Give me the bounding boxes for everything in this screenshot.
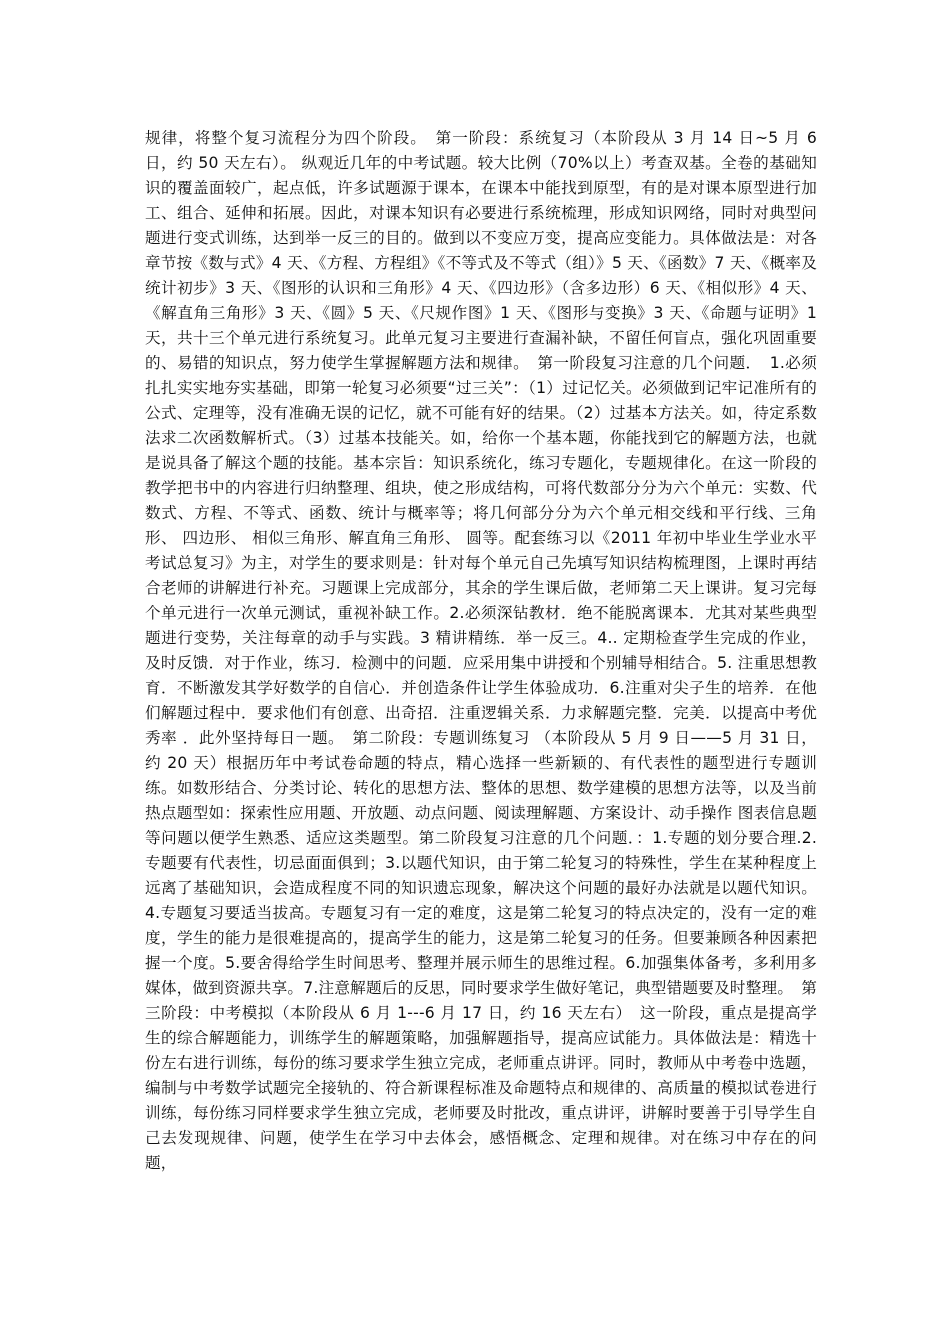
- body-paragraph: 规律，将整个复习流程分为四个阶段。 第一阶段：系统复习（本阶段从 3 月 14 日~5 月 6 日，约 50 天左右）。 纵观近几年的中考试题。较大比例（70%以上）考查双基。全卷的基础知识的覆盖面较广，起点低，许多试题源于课本，在课本中能找到原型，有的是对课本原型进行加工、组合、延伸和拓展。因此，对课本知识有必要进行系统梳理，形成知识网络，同时对典型问题进行变式训练，达到举一反三的目的。做到以不变应万变，提高应变能力。具体做法是：对各章节按《数与式》4 天、《方程、方程组》《不等式及不等式（组）》5 天、《函数》7 天、《概率及统计初步》3 天、《图形的认识和三角形》4 天、《四边形》（含多边形）6 天、《相似形》4 天、《解直角三角形》3 天、《圆》5 天、《尺规作图》1 天、《图形与变换》3 天、《命题与证明》1 天，共十三个单元进行系统复习。此单元复习主要进行查漏补缺，不留任何盲点，强化巩固重要的、易错的知识点，努力使学生掌握解题方法和规律。 第一阶段复习注意的几个问题． 1.必须扎扎实实地夯实基础，即第一轮复习必须要“过三关”：（1）过记忆关。必须做到记牢记准所有的公式、定理等，没有准确无误的记忆，就不可能有好的结果。（2）过基本方法关。如，待定系数法求二次函数解析式。（3）过基本技能关。如，给你一个基本题，你能找到它的解题方法，也就是说具备了解这个题的技能。基本宗旨：知识系统化，练习专题化，专题规律化。在这一阶段的教学把书中的内容进行归纳整理、组块，使之形成结构，可将代数部分分为六个单元：实数、代数式、方程、不等式、函数、统计与概率等；将几何部分分为六个单元相交线和平行线、三角形、 四边形、 相似三角形、解直角三角形、 圆等。配套练习以《2011 年初中毕业生学业水平考试总复习》为主，对学生的要求则是：针对每个单元自己先填写知识结构梳理图，上课时再结合老师的讲解进行补充。习题课上完成部分，其余的学生课后做，老师第二天上课讲。复习完每个单元进行一次单元测试，重视补缺工作。2.必须深钻教材．绝不能脱离课本．尤其对某些典型题进行变势，关注每章的动手与实践。3 精讲精练．举一反三。4.. 定期检查学生完成的作业，及时反馈．对于作业，练习．检测中的问题．应采用集中讲授和个别辅导相结合。5. 注重思想教育．不断激发其学好数学的自信心．并创造条件让学生体验成功．6.注重对尖子生的培养．在他们解题过程中．要求他们有创意、出奇招．注重逻辑关系．力求解题完整．完美．以提高中考优秀率 ．此外坚持每日一题。 第二阶段：专题训练复习 （本阶段从 5 月 9 日——5 月 31 日，约 20 天）根据历年中考试卷命题的特点，精心选择一些新颖的、有代表性的题型进行专题训练。如数形结合、分类讨论、转化的思想方法、整体的思想、数学建模的思想方法等，以及当前热点题型如：探索性应用题、开放题、动点问题、阅读理解题、方案设计、动手操作 图表信息题等问题以便学生熟悉、适应这类题型。第二阶段复习注意的几个问题．：1.专题的划分要合理.2. 专题要有代表性，切忌面面俱到；3.以题代知识，由于第二轮复习的特殊性，学生在某种程度上远离了基础知识，会造成程度不同的知识遗忘现象，解决这个问题的最好办法就是以题代知识。4.专题复习要适当拔高。专题复习有一定的难度，这是第二轮复习的特点决定的，没有一定的难度，学生的能力是很难提高的，提高学生的能力，这是第二轮复习的任务。但要兼顾各种因素把握一个度。5.要舍得给学生时间思考、整理并展示师生的思维过程。6.加强集体备考，多利用多媒体，做到资源共享。7.注意解题后的反思，同时要求学生做好笔记，典型错题要及时整理。 第三阶段：中考模拟（本阶段从 6 月 1---6 月 17 日，约 16 天左右） 这一阶段，重点是提高学生的综合解题能力，训练学生的解题策略，加强解题指导，提高应试能力。具体做法是：精选十份左右进行训练，每份的练习要求学生独立完成，老师重点讲评。同时，教师从中考卷中选题，编制与中考数学试题完全接轨的、符合新课程标准及命题特点和规律的、高质量的模拟试卷进行训练，每份练习同样要求学生独立完成，老师要及时批改，重点讲评，讲解时要善于引导学生自己去发现规律、问题，使学生在学习中去体会，感悟概念、定理和规律。对在练习中存在的问题，: [145, 129, 817, 1172]
